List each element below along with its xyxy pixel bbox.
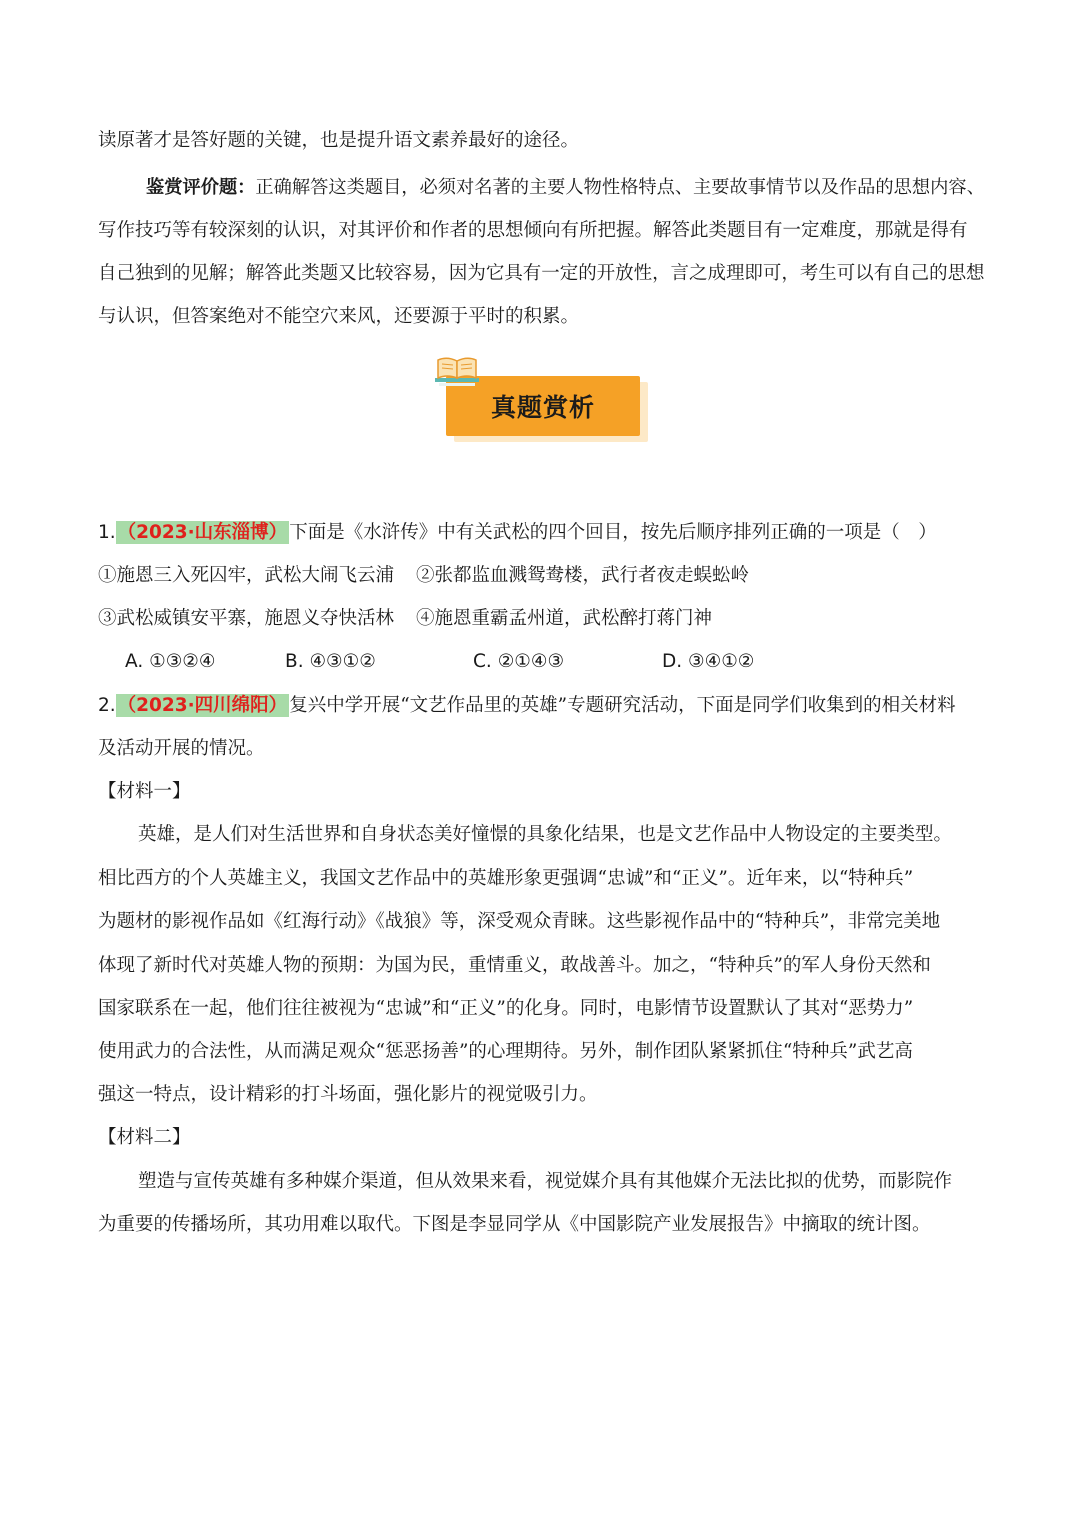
q1-stem: 下面是《水浒传》中有关武松的四个回目，按先后顺序排列正确的一项是（ ） — [289, 522, 937, 543]
banner-title: 真题赏析 — [490, 393, 595, 422]
q1-item-2: ②张都监血溅鸳鸯楼，武行者夜走蜈蚣岭 — [416, 565, 750, 586]
material-2-heading: 【材料二】 — [98, 1127, 191, 1148]
q1-option-c-label: C. — [473, 651, 492, 672]
q1-option-b[interactable] — [285, 649, 376, 675]
q1-number: 1. — [98, 522, 116, 543]
material-1-line-6: 使用武力的合法性，从而满足观众“惩恶扬善”的心理期待。另外，制作团队紧紧抓住“特种兵”武艺高 — [98, 1041, 913, 1062]
q2-number: 2. — [98, 695, 116, 716]
q1-option-c[interactable] — [473, 649, 564, 675]
material-1-heading: 【材料一】 — [98, 781, 191, 802]
material-2-line-1: 塑造与宣传英雄有多种媒介渠道，但从效果来看，视觉媒介具有其他媒介无法比拟的优势，而影院作 — [138, 1171, 953, 1192]
appraisal-heading: 鉴赏评价题： — [146, 177, 256, 198]
q2-stem-line-1 — [98, 693, 956, 719]
q1-item-1: ①施恩三入死囚牢，武松大闹飞云浦 — [98, 565, 395, 586]
q1-item-4: ④施恩重霸孟州道，武松醉打蒋门神 — [416, 608, 713, 629]
q1-option-d-text: ③④①② — [688, 651, 755, 672]
appraisal-line-3: 自己独到的见解；解答此类题又比较容易，因为它具有一定的开放性，言之成理即可，考生可以有自己的思想 — [98, 263, 985, 284]
intro-line-1: 读原著才是答好题的关键，也是提升语文素养最好的途径。 — [98, 130, 580, 151]
q2-source-tag: （2023·四川绵阳） — [117, 695, 288, 716]
q1-option-d[interactable] — [662, 649, 754, 675]
q2-stem-line-2: 及活动开展的情况。 — [98, 738, 265, 759]
appraisal-text-1: 正确解答这类题目，必须对名著的主要人物性格特点、主要故事情节以及作品的思想内容、 — [255, 177, 985, 198]
q1-option-c-text: ②①④③ — [497, 651, 565, 672]
q1-item-3: ③武松威镇安平寨，施恩义夺快活林 — [98, 608, 395, 629]
q1-stem-line — [98, 520, 937, 546]
appraisal-line-2: 写作技巧等有较深刻的认识，对其评价和作者的思想倾向有所把握。解答此类题目有一定难度，那就是得有 — [98, 220, 968, 241]
q1-source-tag: （2023·山东淄博） — [117, 522, 288, 543]
q1-items-row-1 — [98, 563, 749, 589]
q1-items-row-2 — [98, 606, 712, 632]
material-1-line-4: 体现了新时代对英雄人物的预期：为国为民，重情重义，敢战善斗。加之，“特种兵”的军人身份天然和 — [98, 955, 931, 976]
material-1-line-1: 英雄，是人们对生活世界和自身状态美好憧憬的具象化结果，也是文艺作品中人物设定的主要类型。 — [138, 824, 953, 845]
material-1-line-2: 相比西方的个人英雄主义，我国文艺作品中的英雄形象更强调“忠诚”和“正义”。近年来，以“特种兵” — [98, 868, 914, 889]
material-2-line-2: 为重要的传播场所，其功用难以取代。下图是李显同学从《中国影院产业发展报告》中摘取的统计图。 — [98, 1214, 931, 1235]
q1-option-b-text: ④③①② — [309, 651, 376, 672]
q1-options-row — [125, 649, 925, 675]
q1-option-a-label: A. — [125, 651, 144, 672]
section-banner — [432, 352, 650, 442]
q1-option-d-label: D. — [662, 651, 683, 672]
q1-option-a-text: ①③②④ — [149, 651, 216, 672]
q2-stem-1: 复兴中学开展“文艺作品里的英雄”专题研究活动，下面是同学们收集到的相关材料 — [289, 695, 956, 716]
q1-option-a[interactable] — [125, 649, 215, 675]
material-1-line-7: 强这一特点，设计精彩的打斗场面，强化影片的视觉吸引力。 — [98, 1084, 598, 1105]
q1-option-b-label: B. — [285, 651, 304, 672]
appraisal-line-4: 与认识，但答案绝对不能空穴来风，还要源于平时的积累。 — [98, 306, 580, 327]
appraisal-paragraph-line-1 — [146, 175, 985, 201]
open-book-icon — [432, 352, 482, 396]
material-1-line-5: 国家联系在一起，他们往往被视为“忠诚”和“正义”的化身。同时，电影情节设置默认了其对“恶势力” — [98, 998, 914, 1019]
material-1-line-3: 为题材的影视作品如《红海行动》《战狼》等，深受观众青睐。这些影视作品中的“特种兵”，非常完美地 — [98, 911, 941, 932]
